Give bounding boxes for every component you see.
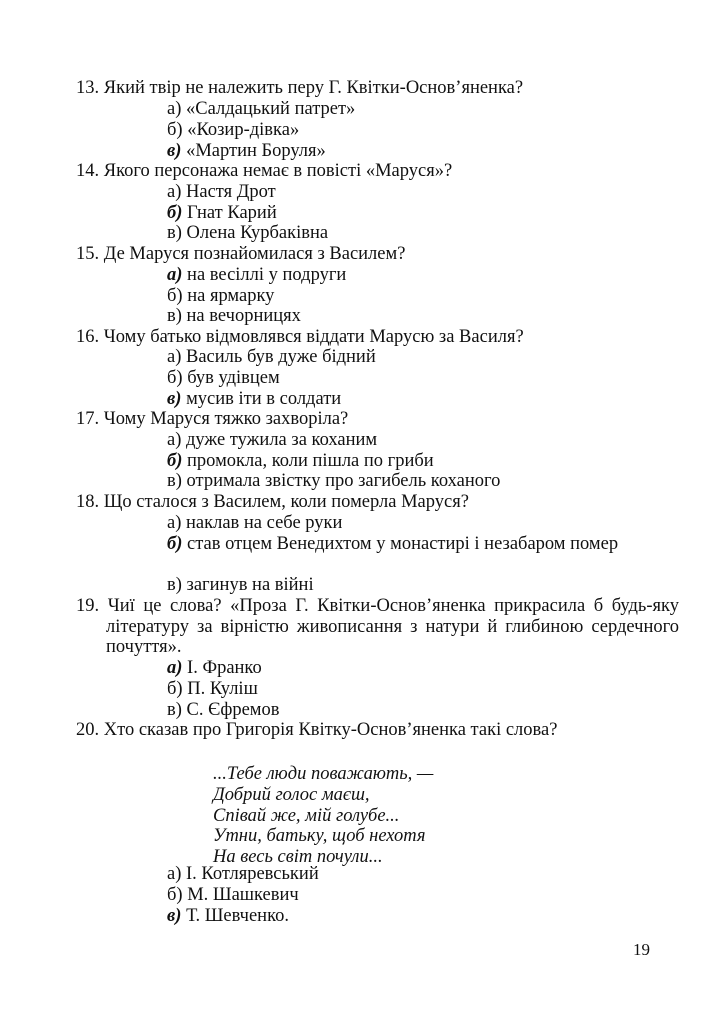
option-text: промокла, коли пішла по гриби bbox=[187, 451, 434, 471]
question-16 bbox=[76, 327, 649, 348]
poem-line: Добрий голос маєш, bbox=[213, 785, 370, 805]
option-letter-correct: б) bbox=[167, 534, 183, 554]
option-correct bbox=[167, 906, 649, 927]
option-text: був удівцем bbox=[187, 368, 280, 388]
option-correct bbox=[167, 534, 649, 555]
option-letter: б) bbox=[167, 679, 183, 699]
question-number: 19. bbox=[76, 596, 100, 616]
question-number: 17. bbox=[76, 409, 100, 429]
option-letter: б) bbox=[167, 120, 183, 140]
question-number: 13. bbox=[76, 78, 100, 98]
option-letter-correct: в) bbox=[167, 389, 182, 409]
option-letter: в) bbox=[167, 471, 182, 491]
question-18 bbox=[76, 492, 649, 513]
option-text: наклав на себе руки bbox=[186, 513, 343, 533]
option-letter-correct: в) bbox=[167, 141, 182, 161]
option-text: І. Котляревський bbox=[186, 864, 319, 884]
option-correct bbox=[167, 265, 649, 286]
option-text: Василь був дуже бідний bbox=[186, 347, 376, 367]
poem-line: Співай же, мій голубе... bbox=[213, 806, 400, 826]
option-letter-correct: а) bbox=[167, 265, 183, 285]
question-number: 14. bbox=[76, 161, 100, 181]
option-text: мусив іти в солдати bbox=[186, 389, 342, 409]
option bbox=[167, 575, 649, 596]
option bbox=[167, 430, 649, 451]
option bbox=[167, 347, 649, 368]
option-letter: в) bbox=[167, 575, 182, 595]
option-text: «Козир-дівка» bbox=[187, 120, 300, 140]
option-text: П. Куліш bbox=[187, 679, 258, 699]
question-text: Якого персонажа немає в повісті «Маруся»? bbox=[103, 161, 453, 181]
option-text: «Салдацький патрет» bbox=[186, 99, 356, 119]
question-20 bbox=[76, 720, 649, 741]
option-letter: б) bbox=[167, 286, 183, 306]
question-text: Який твір не належить перу Г. Квітки-Основ’яненка? bbox=[103, 78, 524, 98]
option-correct bbox=[167, 141, 649, 162]
question-14 bbox=[76, 161, 649, 182]
option-correct bbox=[167, 658, 649, 679]
question-text: Чому Маруся тяжко захворіла? bbox=[103, 409, 349, 429]
option-letter: в) bbox=[167, 700, 182, 720]
option bbox=[167, 679, 649, 700]
question-13 bbox=[76, 78, 649, 99]
question-number: 18. bbox=[76, 492, 100, 512]
option-letter-correct: а) bbox=[167, 658, 183, 678]
option bbox=[167, 368, 649, 389]
option-correct bbox=[167, 451, 649, 472]
option-letter: а) bbox=[167, 430, 182, 450]
option bbox=[167, 306, 649, 327]
option-letter: а) bbox=[167, 347, 182, 367]
option-letter: а) bbox=[167, 864, 182, 884]
option-text: загинув на війні bbox=[186, 575, 314, 595]
option-text: «Мартин Боруля» bbox=[186, 141, 326, 161]
option-letter: а) bbox=[167, 182, 182, 202]
option-text: М. Шашкевич bbox=[187, 885, 299, 905]
question-19 bbox=[76, 596, 679, 658]
option-text: Олена Курбаківна bbox=[186, 223, 329, 243]
option bbox=[167, 120, 649, 141]
option bbox=[167, 99, 649, 120]
option-text: отримала звістку про загибель коханого bbox=[186, 471, 501, 491]
option-letter: б) bbox=[167, 368, 183, 388]
option-letter-correct: б) bbox=[167, 451, 183, 471]
option bbox=[167, 471, 649, 492]
option-text: Настя Дрот bbox=[186, 182, 276, 202]
option-text: на вечорницях bbox=[186, 306, 301, 326]
option-text: на ярмарку bbox=[187, 286, 275, 306]
question-15 bbox=[76, 244, 649, 265]
question-text: Хто сказав про Григорія Квітку-Основ’яненка такі слова? bbox=[103, 720, 558, 740]
page-number: 19 bbox=[633, 940, 650, 959]
option bbox=[167, 182, 649, 203]
option-letter: в) bbox=[167, 306, 182, 326]
option-text: Гнат Карий bbox=[187, 203, 277, 223]
question-number: 15. bbox=[76, 244, 100, 264]
option-letter: а) bbox=[167, 99, 182, 119]
question-number: 20. bbox=[76, 720, 100, 740]
poem-line: ...Тебе люди поважають, — bbox=[213, 764, 434, 784]
question-text: Чому батько відмовлявся віддати Марусю за Василя? bbox=[103, 327, 524, 347]
question-text: Де Маруся познайомилася з Василем? bbox=[103, 244, 406, 264]
option-text: І. Франко bbox=[187, 658, 262, 678]
question-number: 16. bbox=[76, 327, 100, 347]
option-text: С. Єфремов bbox=[186, 700, 280, 720]
option bbox=[167, 864, 649, 885]
poem-line: На весь світ почули... bbox=[213, 847, 383, 867]
option bbox=[167, 513, 649, 534]
option-text: на весіллі у подруги bbox=[187, 265, 347, 285]
option-letter-correct: в) bbox=[167, 906, 182, 926]
option-letter: б) bbox=[167, 885, 183, 905]
question-text: Що сталося з Василем, коли померла Маруся? bbox=[103, 492, 469, 512]
option bbox=[167, 223, 649, 244]
question-17 bbox=[76, 409, 649, 430]
option bbox=[167, 286, 649, 307]
option-text: дуже тужила за коханим bbox=[186, 430, 378, 450]
poem-line: Утни, батьку, щоб нехотя bbox=[213, 826, 426, 846]
question-text: Чиї це слова? «Проза Г. Квітки-Основ’яненка прикрасила б будь-яку літературу за вірністю живописання з натури й глибиною сердечного почуття». bbox=[106, 596, 679, 658]
option-correct bbox=[167, 203, 649, 224]
option bbox=[167, 885, 649, 906]
option-text: став отцем Венедихтом у монастирі і незабаром помер bbox=[187, 534, 619, 554]
option bbox=[167, 700, 649, 721]
option-letter-correct: б) bbox=[167, 203, 183, 223]
option-correct bbox=[167, 389, 649, 410]
option-letter: а) bbox=[167, 513, 182, 533]
option-text: Т. Шевченко. bbox=[186, 906, 290, 926]
option-letter: в) bbox=[167, 223, 182, 243]
